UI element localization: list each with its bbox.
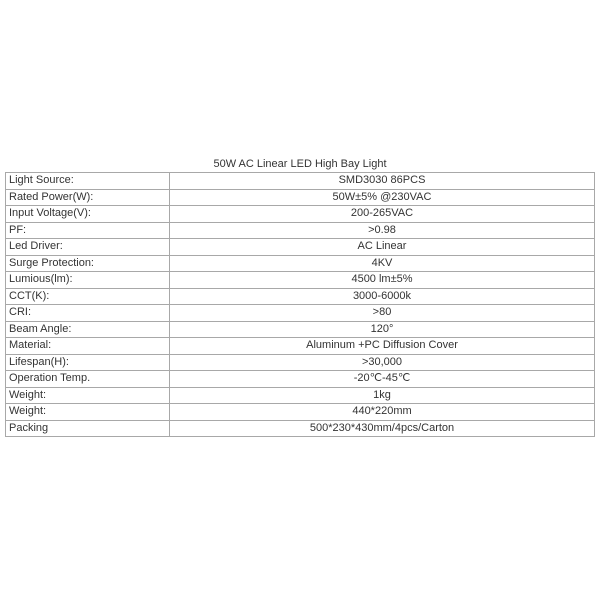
spec-label: Led Driver: bbox=[6, 239, 170, 256]
spec-label: CRI: bbox=[6, 305, 170, 322]
spec-label: Beam Angle: bbox=[6, 321, 170, 338]
spec-label: PF: bbox=[6, 222, 170, 239]
table-row bbox=[6, 338, 595, 355]
spec-value: >30,000 bbox=[170, 354, 595, 371]
table-row bbox=[6, 222, 595, 239]
table-row bbox=[6, 206, 595, 223]
spec-value: -20℃-45℃ bbox=[170, 371, 595, 388]
spec-label: Operation Temp. bbox=[6, 371, 170, 388]
spec-value: 3000-6000k bbox=[170, 288, 595, 305]
spec-value: 200-265VAC bbox=[170, 206, 595, 223]
spec-label: Surge Protection: bbox=[6, 255, 170, 272]
spec-value: >80 bbox=[170, 305, 595, 322]
spec-value: >0.98 bbox=[170, 222, 595, 239]
table-row bbox=[6, 173, 595, 190]
spec-label: Light Source: bbox=[6, 173, 170, 190]
table-row bbox=[6, 321, 595, 338]
table-row bbox=[6, 255, 595, 272]
table-row bbox=[6, 272, 595, 289]
table-row bbox=[6, 288, 595, 305]
table-row bbox=[6, 420, 595, 437]
table-row bbox=[6, 305, 595, 322]
spec-label: Input Voltage(V): bbox=[6, 206, 170, 223]
spec-label: Weight: bbox=[6, 387, 170, 404]
spec-title: 50W AC Linear LED High Bay Light bbox=[213, 158, 387, 170]
spec-label: Weight: bbox=[6, 404, 170, 421]
table-row bbox=[6, 189, 595, 206]
spec-label: Packing bbox=[6, 420, 170, 437]
spec-label: Lumious(lm): bbox=[6, 272, 170, 289]
spec-label: CCT(K): bbox=[6, 288, 170, 305]
spec-value: 4KV bbox=[170, 255, 595, 272]
table-row bbox=[6, 404, 595, 421]
table-row bbox=[6, 371, 595, 388]
table-row bbox=[6, 354, 595, 371]
spec-value: 50W±5% @230VAC bbox=[170, 189, 595, 206]
spec-value: Aluminum +PC Diffusion Cover bbox=[170, 338, 595, 355]
spec-value: 1kg bbox=[170, 387, 595, 404]
spec-label: Lifespan(H): bbox=[6, 354, 170, 371]
spec-value: 500*230*430mm/4pcs/Carton bbox=[170, 420, 595, 437]
spec-label: Material: bbox=[6, 338, 170, 355]
spec-value: AC Linear bbox=[170, 239, 595, 256]
spec-value: SMD3030 86PCS bbox=[170, 173, 595, 190]
spec-value: 440*220mm bbox=[170, 404, 595, 421]
spec-label: Rated Power(W): bbox=[6, 189, 170, 206]
table-row bbox=[6, 387, 595, 404]
spec-value: 4500 lm±5% bbox=[170, 272, 595, 289]
spec-value: 120° bbox=[170, 321, 595, 338]
spec-table bbox=[5, 172, 595, 437]
table-row bbox=[6, 239, 595, 256]
